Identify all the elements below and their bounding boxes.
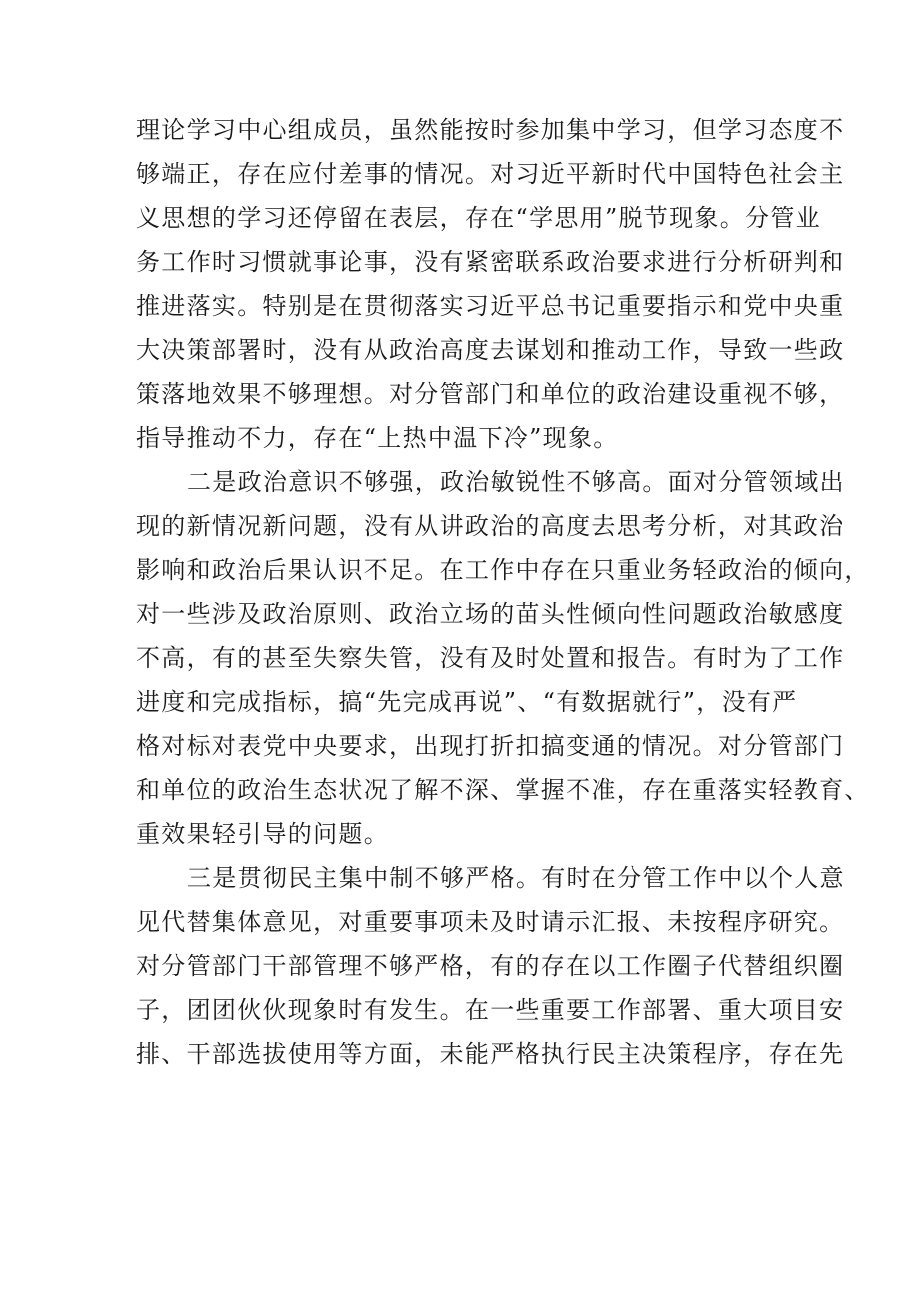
- text-line: 格对标对表党中央要求，出现打折扣搞变通的情况。对分管部门: [136, 732, 845, 760]
- text-line: 三是贯彻民主集中制不够严格。有时在分管工作中以个人意: [187, 864, 845, 892]
- text-line: 义思想的学习还停留在表层，存在“学思用”脱节现象。分管业: [136, 204, 821, 232]
- text-line: 推进落实。特别是在贯彻落实习近平总书记重要指示和党中央重: [136, 292, 845, 320]
- text-line: 重效果轻引导的问题。: [136, 820, 389, 848]
- text-line: 子，团团伙伙现象时有发生。在一些重要工作部署、重大项目安: [136, 996, 845, 1024]
- text-line: 二是政治意识不够强，政治敏锐性不够高。面对分管领域出: [187, 468, 845, 496]
- text-line: 现的新情况新问题，没有从讲政治的高度去思考分析，对其政治: [136, 512, 845, 540]
- text-line: 影响和政治后果认识不足。在工作中存在只重业务轻政治的倾向，: [136, 556, 870, 584]
- text-line: 策落地效果不够理想。对分管部门和单位的政治建设重视不够，: [136, 380, 845, 408]
- text-line: 务工作时习惯就事论事，没有紧密联系政治要求进行分析研判和: [136, 248, 845, 276]
- text-line: 大决策部署时，没有从政治高度去谋划和推动工作，导致一些政: [136, 336, 845, 364]
- paragraph-1: [136, 108, 845, 460]
- text-line: 指导推动不力，存在“上热中温下冷”现象。: [136, 424, 619, 452]
- document-body: [136, 108, 870, 1076]
- text-line: 排、干部选拔使用等方面，未能严格执行民主决策程序，存在先: [136, 1040, 845, 1068]
- text-line: 理论学习中心组成员，虽然能按时参加集中学习，但学习态度不: [136, 116, 845, 144]
- text-line: 够端正，存在应付差事的情况。对习近平新时代中国特色社会主: [136, 160, 845, 188]
- text-line: 不高，有的甚至失察失管，没有及时处置和报告。有时为了工作: [136, 644, 845, 672]
- text-line: 对一些涉及政治原则、政治立场的苗头性倾向性问题政治敏感度: [136, 600, 845, 628]
- text-line: 对分管部门干部管理不够严格，有的存在以工作圈子代替组织圈: [136, 952, 845, 980]
- text-line: 和单位的政治生态状况了解不深、掌握不准，存在重落实轻教育、: [136, 776, 870, 804]
- text-line: 见代替集体意见，对重要事项未及时请示汇报、未按程序研究。: [136, 908, 845, 936]
- text-line: 进度和完成指标，搞“先完成再说”、“有数据就行”，没有严: [136, 688, 798, 716]
- paragraph-2: [136, 460, 870, 856]
- paragraph-3: [136, 856, 845, 1076]
